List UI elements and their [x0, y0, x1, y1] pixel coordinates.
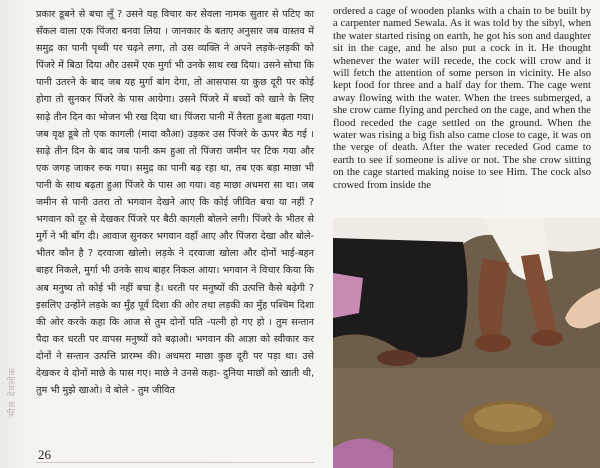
photo-illustration [333, 218, 600, 468]
hindi-paragraph: प्रकार डूबने से बचा लूँ ? उसने यह विचार कर सेवला नामक सुतार से पटिए का सँकल वाला एक पिंजरा बनवा लिया । जानकार के बताए अनुसार जब वास्तव में समुद्र का पानी पृथ्वी पर चढ़ने लगा, तो उस व्यक्ति ने अपने लड़के-लड़की को पिंजरे में बिठा दिया और उसमें एक मुर्गा भी उनके साथ रख दिया। उसने सोचा कि पानी उतरने के बाद जब यह मुर्गा बांग देगा, तो आसपास या कुछ दूरी पर कोई होगा तो सुनकर पिंजरे के पास आयेगा। उसने पिंजरे में बच्चों को खाने के लिए साढ़े तीन दिन का भोजन भी रख दिया था। पिंजरा पानी में तैरता हुआ बढ़ता गया। जब वृक्ष डूबे तो एक कागली (मादा कौआ) उड़कर उस पिंजरे के ऊपर बैठ गई । साढ़े तीन दिन के बाद जब पानी कम हुआ तो पिंजरा जमीन पर टिक गया और एक जगह जाकर रुक गया। समुद्र का पानी बढ़ रहा था, तब एक बड़ा माछा भी पानी के साथ बढ़ता हुआ पिंजरे के पास आ गया। वह माछा अधमरा सा था। जब जमीन से पानी उतरा तो भगवान देखने आए कि कोई जीवित बचा या नहीं ? भगवान को दूर से देखकर पिंजरे पर बैठी कागली बोलने लगी। पिंजरे के भीतर से मुर्गे ने भी बाँग दी। आवाज सुनकर भगवान वहाँ आए और पिंजरा देखा और बोले- भीतर कौन है ? दरवाजा खोलो। लड़के ने दरवाजा खोला और दोनों भाई-बहन बाहर निकले, मुर्गा भी उनके साथ बाहर निकल आया। भगवान ने विचार किया कि अब मनुष्य तो कोई भी नहीं बचा है। धरती पर मनुष्यों की उत्पत्ति कैसे बढ़ेगी ? इसलिए उन्होंने लड़के का मुँह पूर्व दिशा की ओर तथा लड़की का मुँह पश्चिम दिशा की ओर करके कहा कि आज से तुम दोनों पति -पत्नी हो गए हो । तुम सन्तान पैदा कर धरती पर वापस मनुष्यों को बढ़ाओ। भगवान की आज्ञा को स्वीकार कर दोनों ने सन्तान उत्पत्ति प्रारम्भ की। अधमरा माछा कुछ दूरी पर पड़ा था। उसे देखकर वे दोनों माछे के पास गए। माछे ने उनसे कहा- दुनिया माछों को खाती थी, तुम भी मुझे खाओ। वे बोले - तुम जीवित [36, 9, 314, 397]
english-text-column [333, 6, 591, 192]
foot-left-shape [475, 334, 511, 352]
offering-highlight-shape [474, 404, 542, 432]
side-label: भील देवलोक [8, 367, 18, 417]
foot-bottom-shape [377, 350, 417, 366]
foot-right-shape [531, 330, 563, 346]
page-number: 26 [38, 447, 51, 462]
bottom-rule [36, 462, 314, 463]
pink-cloth-shape [333, 273, 363, 318]
ritual-feet-photo [333, 218, 600, 468]
hindi-text-column [36, 6, 314, 399]
english-paragraph: ordered a cage of wooden planks with a chain to be built by a carpenter named Sewala. As it was told by the sibyl, when the water started rising on earth, he got his son and daughter sit in the cage, and he also put a cock in it. He thought whenever the water will recede, the cock will crow and it will fetch the attention of some person in vicinity. He also kept food for three and a half day for them. The cage went away flowing with the water. When the trees submerged, a she crow came flying and perched on the cage, and when the flood receded the cage settled on the ground. When the water was rising a big fish also came close to cage, it was on the verge of death. After the water receded God came to earth to see if someone is alive or not. The she crow sitting on the cage started making noise to see Him. The cock also crowed from inside the [333, 6, 591, 191]
